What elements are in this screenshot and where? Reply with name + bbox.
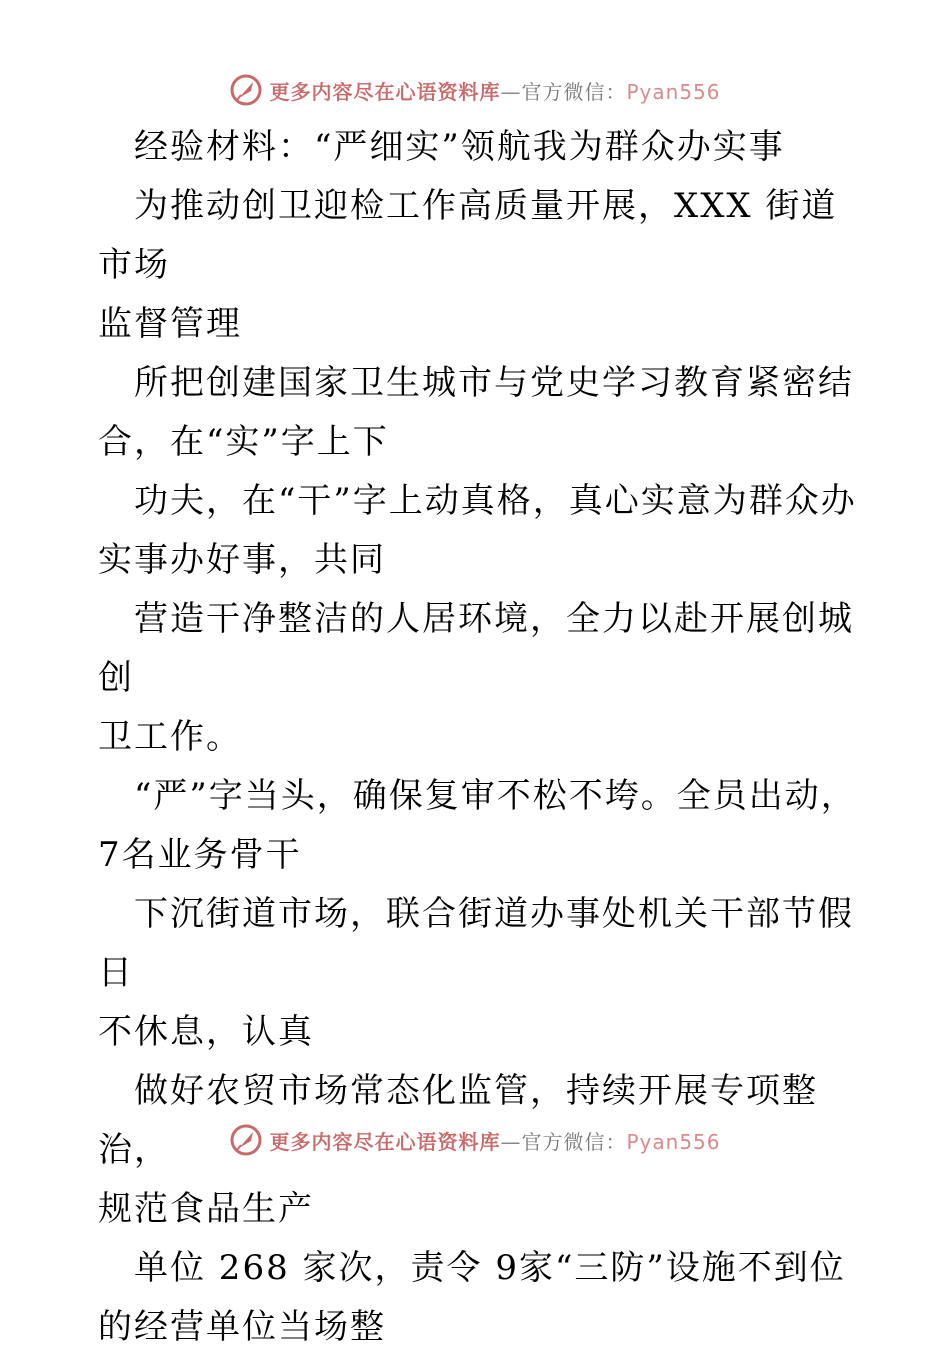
doc-line: 营造干净整洁的人居环境，全力以赴开展创城创 — [98, 599, 854, 698]
header-watermark — [0, 70, 950, 110]
watermark-title: 更多内容尽在心语资料库 — [269, 79, 501, 104]
watermark-wechat-id: Pyan556 — [626, 1129, 721, 1154]
doc-line: 经验材料：“严细实”领航我为群众办实事 — [98, 127, 785, 167]
footer-watermark — [0, 1120, 950, 1160]
watermark-label: 官方微信： — [521, 79, 627, 104]
doc-line: 监督管理 — [98, 304, 242, 344]
document-body — [98, 118, 858, 1357]
doc-line: 单位 268 家次，责令 9家“三防”设施不到位 — [98, 1248, 846, 1288]
doc-line: 所把创建国家卫生城市与党史学习教育紧密结 — [98, 363, 854, 403]
doc-line: 实事办好事，共同 — [98, 540, 386, 580]
watermark-separator: — — [500, 79, 522, 104]
doc-line: 功夫，在“干”字上动真格，真心实意为群众办 — [98, 481, 857, 521]
doc-line: 卫工作。 — [98, 717, 242, 757]
watermark-separator: — — [500, 1129, 522, 1154]
feather-circle-icon — [229, 1123, 263, 1157]
doc-line: “严”字当头，确保复审不松不垮。全员出动， — [98, 776, 857, 816]
doc-line: 为推动创卫迎检工作高质量开展，XXX 街道市场 — [98, 186, 838, 285]
doc-line: 不休息，认真 — [98, 1012, 314, 1052]
watermark-label: 官方微信： — [521, 1129, 627, 1154]
feather-circle-icon — [229, 73, 263, 107]
doc-line: 的经营单位当场整 — [98, 1307, 386, 1347]
doc-line: 下沉街道市场，联合街道办事处机关干部节假日 — [98, 894, 854, 993]
watermark-title: 更多内容尽在心语资料库 — [269, 1129, 501, 1154]
doc-line: 做好农贸市场常态化监管，持续开展专项整治， — [98, 1071, 818, 1170]
doc-line: 7名业务骨干 — [98, 835, 302, 875]
doc-line: 规范食品生产 — [98, 1189, 314, 1229]
watermark-wechat-id: Pyan556 — [626, 79, 721, 104]
doc-line: 合，在“实”字上下 — [98, 422, 389, 462]
